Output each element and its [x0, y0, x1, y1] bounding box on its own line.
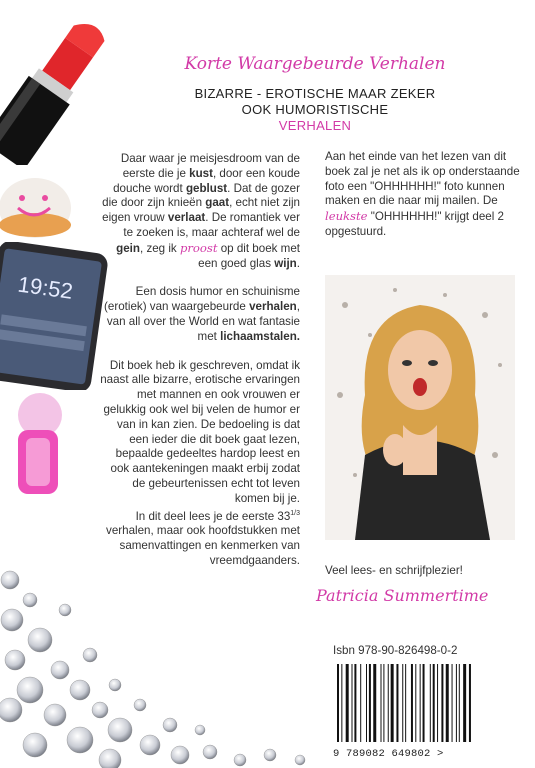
barcode	[333, 664, 513, 744]
author-photo	[325, 275, 515, 540]
subtitle	[150, 86, 480, 134]
script-title: Korte Waargebeurde Verhalen	[184, 54, 446, 74]
paragraph-humor: Een dosis humor en schuinisme (erotiek) van waargebeurde verhalen, van all over the World en wat fantasie met lichaamstalen.	[104, 285, 300, 343]
author-signature: Patricia Summertime	[316, 586, 489, 605]
svg-text:19:52: 19:52	[16, 271, 75, 304]
subtitle-line-1: BIZARRE - EROTISCHE MAAR ZEKER	[194, 86, 436, 101]
subtitle-line-2: OOK HUMORISTISCHE	[241, 102, 389, 117]
left-text-column	[95, 152, 300, 583]
barcode-digits: 9 789082 649802 >	[333, 748, 444, 760]
diamond-ring-image	[0, 390, 80, 500]
diamonds-image	[0, 560, 330, 768]
closing-text: Veel lees- en schrijfplezier!	[325, 564, 463, 577]
lipstick-image	[0, 0, 110, 165]
subtitle-line-3: VERHALEN	[278, 118, 352, 133]
paragraph-intro: Daar waar je meisjesdroom van de eerste die je kust, door een koude douche wordt geblust. Dat de gozer die door zijn knieën gaat, echt niet zijn eigen vrouw verlaat. De romantiek ver te zoeken is, maar achteraf wel de gein, zeg ik proost op dit boek met een goed glas wijn.	[102, 152, 300, 270]
smiley-candy-image	[0, 170, 80, 240]
paragraph-photo-contest: Aan het einde van het lezen van dit boek zal je net als ik op onderstaande foto een "OHHHHHH!" foto kunnen maken en die naar mij mailen. De leukste "OHHHHHH!" krijgt deel 2 opgestuurd.	[325, 150, 520, 238]
paragraph-purpose: Dit boek heb ik geschreven, omdat ik naast alle bizarre, erotische ervaringen met mannen en ook vrouwen er gelukkig ook wel bij velen de humor er van in kan zien. De bedoeling is dat een ieder die dit boek gaat lezen, bepaalde gedeeltes hardop leest en ook aantekeningen maakt erbij zodat de gebeurtenissen echt tot leven komen bij je. In dit deel lees je de eerste $33^{1/3}$ verhalen, maar ook hoofdstukken met samenvattingen en kenmerken van vreemdgaanders.	[100, 358, 300, 567]
right-text-column	[325, 150, 525, 254]
isbn-text: Isbn 978-90-826498-0-2	[333, 644, 458, 657]
